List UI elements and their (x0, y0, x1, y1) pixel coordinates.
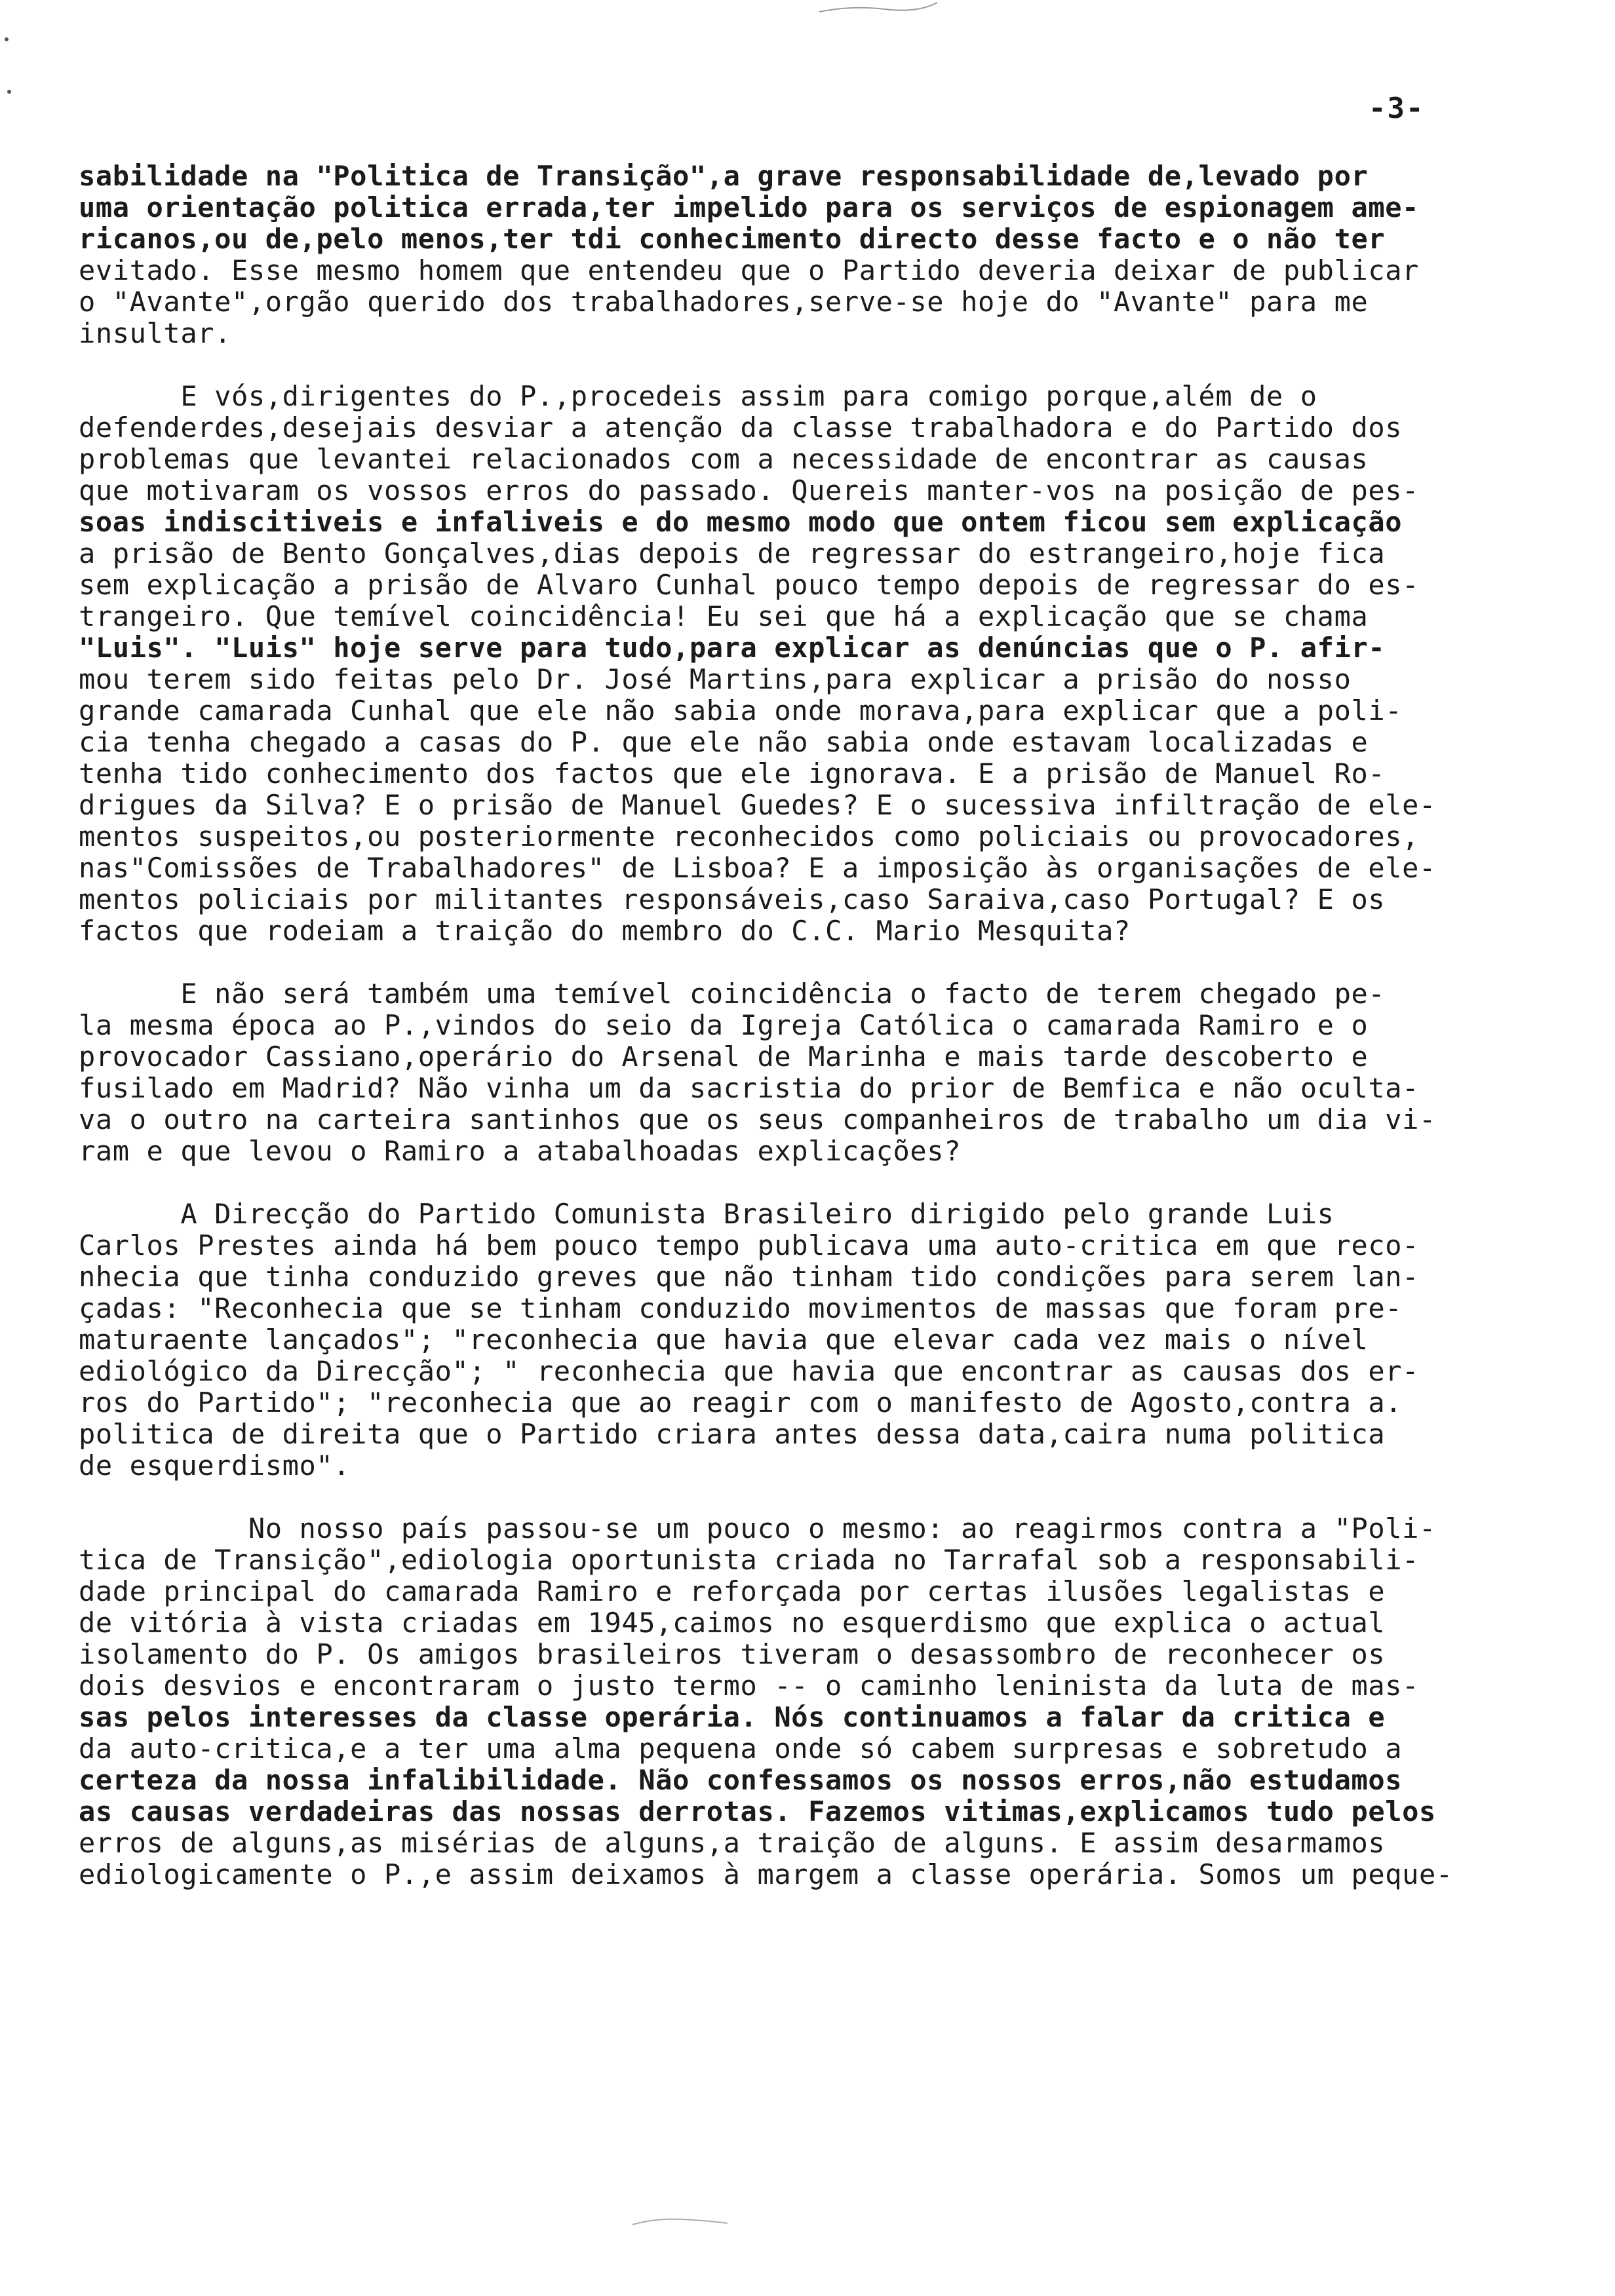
paragraph-3 (79, 978, 1606, 1167)
text-line: o "Avante",orgão querido dos trabalhadores,serve-se hoje do "Avante" para me (79, 286, 1369, 318)
text-line: cia tenha chegado a casas do P. que ele não sabia onde estavam localizadas e (79, 726, 1369, 758)
scan-artifact-left (0, 26, 26, 105)
text-line: insultar. (79, 317, 231, 349)
text-line: a prisão de Bento Gonçalves,dias depois de regressar do estrangeiro,hoje fica (79, 537, 1386, 569)
text-line: problemas que levantei relacionados com a necessidade de encontrar as causas (79, 443, 1369, 475)
text-line: la mesma época ao P.,vindos do seio da Igreja Católica o camarada Ramiro e o (79, 1009, 1369, 1041)
paragraph-gap (79, 1482, 1606, 1513)
text-line: evitado. Esse mesmo homem que entendeu que o Partido deveria deixar de publicar (79, 254, 1420, 286)
text-line: tica de Transição",ediologia oportunista criada no Tarrafal sob a responsabili- (79, 1544, 1420, 1576)
text-line: ediologicamente o P.,e assim deixamos à margem a classe operária. Somos um peque- (79, 1858, 1453, 1890)
text-line: maturaente lançados"; "reconhecia que havia que elevar cada vez mais o nível (79, 1324, 1369, 1356)
text-line: sas pelos interesses da classe operária. Nós continuamos a falar da critica e (79, 1701, 1386, 1733)
text-line: defenderdes,desejais desviar a atenção da classe trabalhadora e do Partido dos (79, 411, 1403, 444)
text-line: "Luis". "Luis" hoje serve para tudo,para explicar as denúncias que o P. afir- (79, 632, 1386, 664)
scan-artifact-bottom (629, 2211, 734, 2231)
scan-artifact-top (813, 0, 944, 20)
text-line: soas indiscitiveis e infaliveis e do mesmo modo que ontem ficou sem explicação (79, 506, 1403, 538)
text-line: de vitória à vista criadas em 1945,caimos no esquerdismo que explica o actual (79, 1607, 1386, 1639)
text-line: provocador Cassiano,operário do Arsenal de Marinha e mais tarde descoberto e (79, 1041, 1369, 1073)
text-line: nas"Comissões de Trabalhadores" de Lisboa? E a imposição às organisações de ele- (79, 852, 1436, 884)
paragraph-5 (79, 1513, 1606, 1890)
document-body (79, 161, 1606, 1890)
text-line: mou terem sido feitas pelo Dr. José Martins,para explicar a prisão do nosso (79, 663, 1352, 695)
text-line: drigues da Silva? E o prisão de Manuel Guedes? E o sucessiva infiltração de ele- (79, 789, 1436, 821)
text-line: ros do Partido"; "reconhecia que ao reagir com o manifesto de Agosto,contra a. (79, 1387, 1403, 1419)
text-line: dois desvios e encontraram o justo termo -- o caminho leninista da luta de mas- (79, 1670, 1420, 1702)
paragraph-gap (79, 947, 1606, 978)
paragraph-1 (79, 161, 1606, 349)
text-line: sem explicação a prisão de Alvaro Cunhal pouco tempo depois de regressar do es- (79, 569, 1420, 601)
text-line: No nosso país passou-se um pouco o mesmo: ao reagirmos contra a "Poli- (79, 1512, 1436, 1544)
text-line: E não será também uma temível coincidência o facto de terem chegado pe- (79, 978, 1386, 1010)
paragraph-gap (79, 349, 1606, 381)
text-line: factos que rodeiam a traição do membro do C.C. Mario Mesquita? (79, 915, 1131, 947)
paragraph-gap (79, 1167, 1606, 1198)
text-line: politica de direita que o Partido criara antes dessa data,caira numa politica (79, 1418, 1386, 1450)
text-line: que motivaram os vossos erros do passado. Quereis manter-vos na posição de pes- (79, 474, 1420, 507)
text-line: as causas verdadeiras das nossas derrotas. Fazemos vitimas,explicamos tudo pelos (79, 1795, 1436, 1827)
text-line: E vós,dirigentes do P.,procedeis assim para comigo porque,além de o (79, 380, 1317, 412)
text-line: isolamento do P. Os amigos brasileiros tiveram o desassombro de reconhecer os (79, 1638, 1386, 1670)
text-line: da auto-critica,e a ter uma alma pequena onde só cabem surpresas e sobretudo a (79, 1732, 1403, 1765)
text-line: grande camarada Cunhal que ele não sabia onde morava,para explicar que a poli- (79, 695, 1403, 727)
page-number: -3- (1369, 92, 1425, 125)
text-line: tenha tido conhecimento dos factos que ele ignorava. E a prisão de Manuel Ro- (79, 757, 1386, 790)
text-line: mentos policiais por militantes responsáveis,caso Saraiva,caso Portugal? E os (79, 883, 1386, 915)
text-line: mentos suspeitos,ou posteriormente reconhecidos como policiais ou provocadores, (79, 820, 1420, 852)
text-line: sabilidade na "Politica de Transição",a grave responsabilidade de,levado por (79, 160, 1369, 192)
text-line: ediológico da Direcção"; " reconhecia que havia que encontrar as causas dos er- (79, 1355, 1420, 1387)
text-line: erros de alguns,as misérias de alguns,a traição de alguns. E assim desarmamos (79, 1827, 1386, 1859)
text-line: A Direcção do Partido Comunista Brasileiro dirigido pelo grande Luis (79, 1198, 1334, 1230)
text-line: nhecia que tinha conduzido greves que não tinham tido condições para serem lan- (79, 1261, 1420, 1293)
paragraph-4 (79, 1198, 1606, 1482)
text-line: fusilado em Madrid? Não vinha um da sacristia do prior de Bemfica e não oculta- (79, 1072, 1420, 1104)
text-line: ram e que levou o Ramiro a atabalhoadas explicações? (79, 1135, 962, 1167)
text-line: ricanos,ou de,pelo menos,ter tdi conhecimento directo desse facto e o não ter (79, 223, 1386, 255)
text-line: uma orientação politica errada,ter impelido para os serviços de espionagem ame- (79, 191, 1420, 223)
text-line: va o outro na carteira santinhos que os seus companheiros de trabalho um dia vi- (79, 1103, 1436, 1136)
text-line: certeza da nossa infalibilidade. Não confessamos os nossos erros,não estudamos (79, 1764, 1403, 1796)
text-line: de esquerdismo". (79, 1449, 351, 1482)
text-line: dade principal do camarada Ramiro e reforçada por certas ilusões legalistas e (79, 1575, 1386, 1607)
text-line: çadas: "Reconhecia que se tinham conduzido movimentos de massas que foram pre- (79, 1292, 1403, 1324)
text-line: Carlos Prestes ainda há bem pouco tempo publicava uma auto-critica em que reco- (79, 1229, 1420, 1261)
text-line: trangeiro. Que temível coincidência! Eu sei que há a explicação que se chama (79, 600, 1369, 632)
paragraph-2 (79, 381, 1606, 947)
